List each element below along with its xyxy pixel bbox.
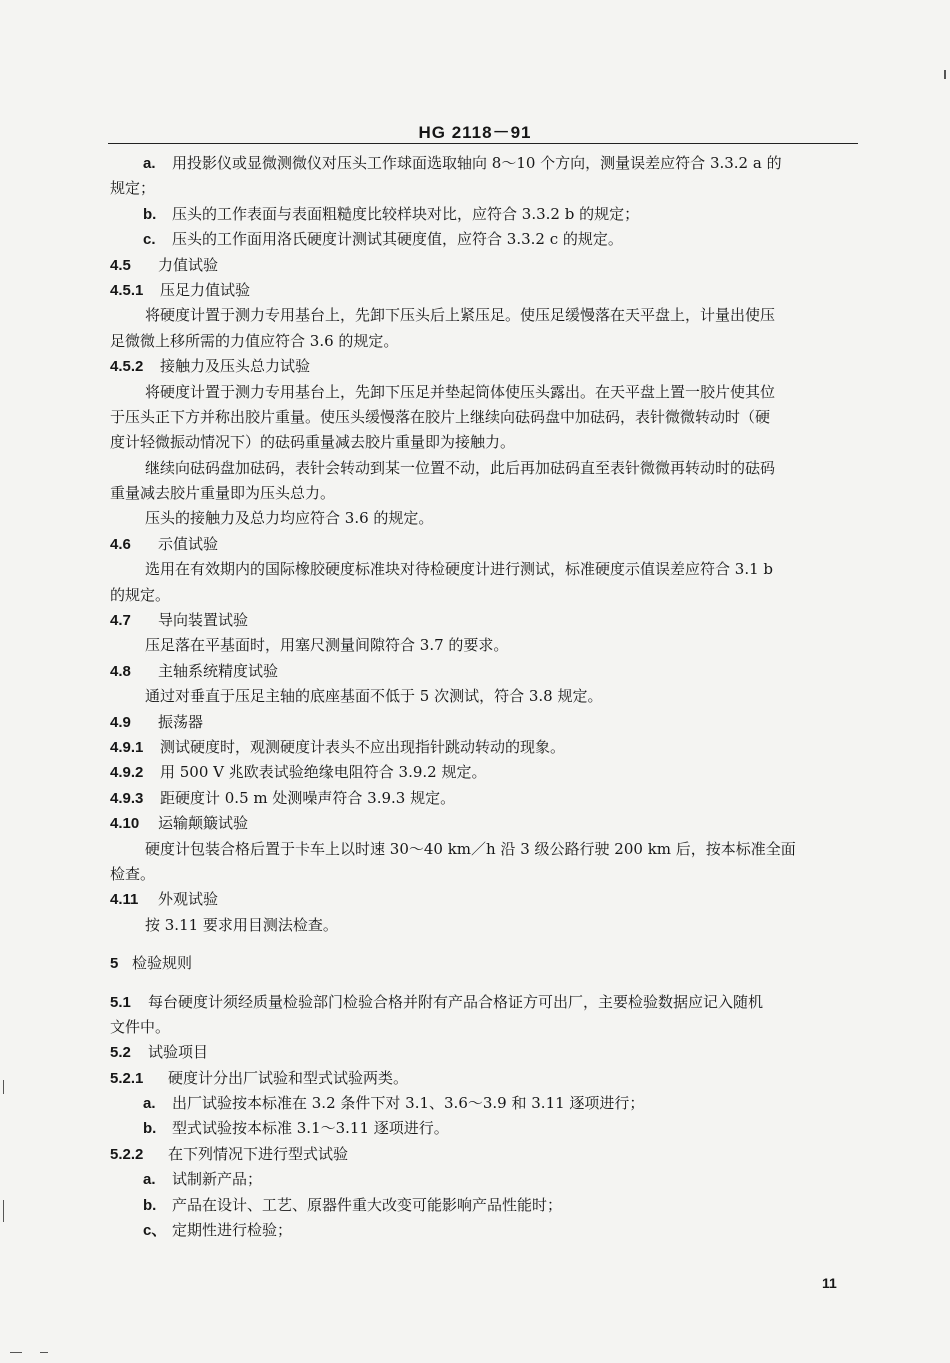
section-heading-5: 5 检验规则 (110, 954, 193, 973)
section-heading-4-9: 4.9 振荡器 (110, 712, 204, 731)
section-heading-5-2: 5.2 试验项目 (110, 1043, 209, 1062)
scan-speck (40, 1352, 48, 1353)
page-number: 11 (822, 1275, 837, 1291)
list-item-a: a. 用投影仪或显微测微仪对压头工作球面选取轴向 8～10 个方向，测量误差应符合 3.3.2 a 的 (143, 154, 782, 172)
paragraph-line: 通过对垂直于压足主轴的底座基面不低于 5 次测试，符合 3.8 规定。 (145, 687, 603, 706)
paragraph-line: 足微微上移所需的力值应符合 3.6 的规定。 (110, 331, 399, 350)
scan-speck (3, 1080, 4, 1094)
scan-speck (10, 1352, 22, 1353)
section-heading-4-7: 4.7 导向装置试验 (110, 611, 249, 630)
paragraph-line: 将硬度计置于测力专用基台上，先卸下压头后上紧压足。使压足缓慢落在天平盘上，计量出使压 (145, 306, 776, 325)
section-heading-4-11: 4.11 外观试验 (110, 890, 219, 909)
list-item-b: b. 型式试验按本标准 3.1～3.11 逐项进行。 (143, 1119, 449, 1138)
paragraph-line: 继续向砝码盘加砝码，表针会转动到某一位置不动，此后再加砝码直至表针微微再转动时的砝码 (145, 458, 776, 477)
list-item-a: a. 出厂试验按本标准在 3.2 条件下对 3.1、3.6～3.9 和 3.11 逐项进行； (143, 1094, 645, 1113)
paragraph-line: 压足落在平基面时，用塞尺测量间隙符合 3.7 的要求。 (145, 636, 509, 655)
paragraph-line: 压头的接触力及总力均应符合 3.6 的规定。 (145, 509, 434, 528)
paragraph-line: 文件中。 (110, 1017, 171, 1036)
document-body (110, 151, 858, 1243)
section-heading-4-5-1: 4.5.1 压足力值试验 (110, 280, 251, 299)
scan-speck (3, 1200, 4, 1222)
paragraph-line: 将硬度计置于测力专用基台上，先卸下压足并垫起筒体使压头露出。在天平盘上置一胶片使其位 (145, 382, 776, 401)
section-heading-4-5: 4.5 力值试验 (110, 255, 219, 274)
paragraph-line: 按 3.11 要求用目测法检查。 (145, 915, 338, 934)
clause-5-1: 5.1 每台硬度计须经质量检验部门检验合格并附有产品合格证方可出厂，主要检验数据应记入随机 (110, 992, 764, 1011)
paragraph-line: 重量减去胶片重量即为压头总力。 (110, 484, 336, 503)
list-item-a-cont: 规定； (110, 179, 156, 198)
paragraph-line: 于压头正下方并称出胶片重量。使压头缓慢落在胶片上继续向砝码盘中加砝码，表针微微转动时（硬 (110, 407, 771, 426)
section-gap (110, 977, 858, 990)
section-heading-4-5-2: 4.5.2 接触力及压头总力试验 (110, 357, 311, 376)
paragraph-line: 硬度计包装合格后置于卡车上以时速 30～40 km／h 沿 3 级公路行驶 200 km 后，按本标准全面 (145, 839, 796, 858)
page-header: HG 2118－91 (418, 123, 532, 142)
paragraph-line: 选用在有效期内的国际橡胶硬度标准块对待检硬度计进行测试，标准硬度示值误差应符合 3.1 b (145, 560, 773, 579)
list-item-c: c、 定期性进行检验； (143, 1221, 293, 1240)
paragraph-line: 度计轻微振动情况下）的砝码重量减去胶片重量即为接触力。 (110, 433, 516, 452)
header-rule (108, 143, 858, 144)
section-heading-4-8: 4.8 主轴系统精度试验 (110, 661, 279, 680)
clause-4-9-3: 4.9.3 距硬度计 0.5 m 处测噪声符合 3.9.3 规定。 (110, 788, 456, 807)
scan-speck (944, 70, 946, 79)
section-gap (110, 938, 858, 951)
list-item-b: b. 产品在设计、工艺、原器件重大改变可能影响产品性能时； (143, 1195, 563, 1214)
clause-5-2-2: 5.2.2 在下列情况下进行型式试验 (110, 1144, 349, 1163)
paragraph-line: 的规定。 (110, 585, 171, 604)
section-heading-4-6: 4.6 示值试验 (110, 534, 219, 553)
paragraph-line: 检查。 (110, 864, 156, 883)
list-item-a: a. 试制新产品； (143, 1170, 263, 1189)
clause-5-2-1: 5.2.1 硬度计分出厂试验和型式试验两类。 (110, 1068, 409, 1087)
clause-4-9-2: 4.9.2 用 500 V 兆欧表试验绝缘电阻符合 3.9.2 规定。 (110, 763, 487, 782)
list-item-c: c. 压头的工作面用洛氏硬度计测试其硬度值，应符合 3.3.2 c 的规定。 (143, 230, 623, 249)
clause-4-9-1: 4.9.1 测试硬度时，观测硬度计表头不应出现指针跳动转动的现象。 (110, 737, 566, 756)
section-heading-4-10: 4.10 运输颠簸试验 (110, 814, 249, 833)
list-item-b: b. 压头的工作表面与表面粗糙度比较样块对比，应符合 3.3.2 b 的规定； (143, 204, 640, 223)
